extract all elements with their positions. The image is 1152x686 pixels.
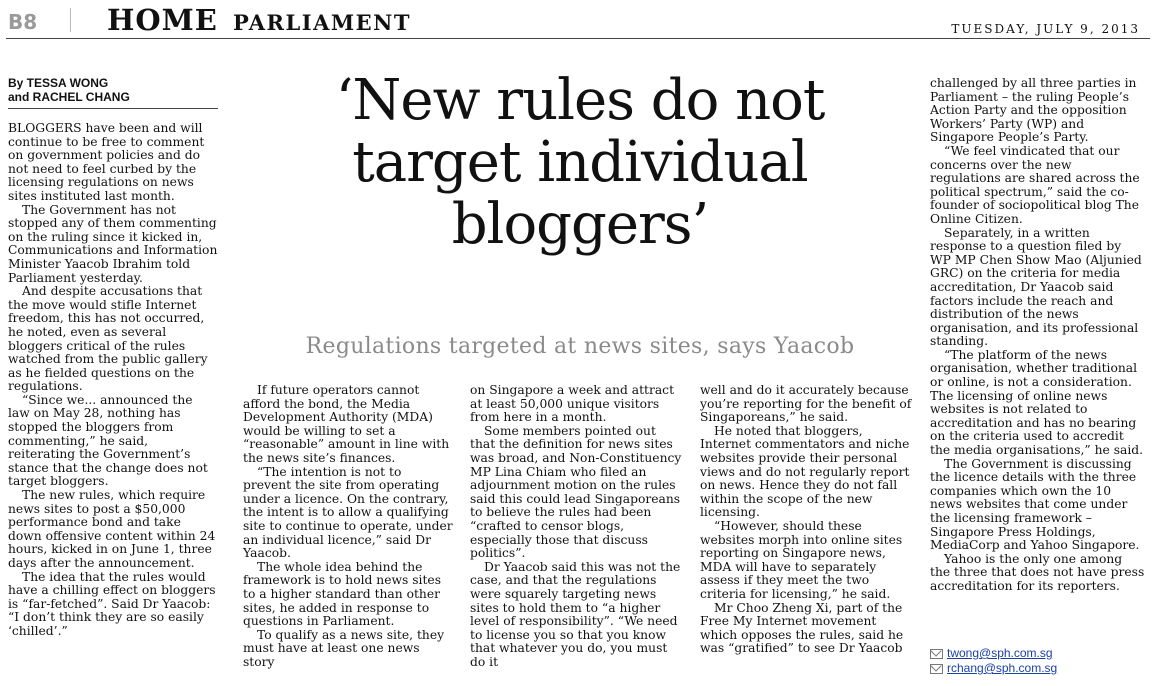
article-paragraph: “The intention is not to prevent the site from operating under a licence. On the contrary, the intent is to allow a qualifying site to continue to operate, under an individual licence,” said Dr Yaacob. [243,464,453,561]
article-paragraph: Separately, in a written response to a question filed by WP MP Chen Show Mao (Aljunied GRC) on the criteria for media accreditation, Dr Yaacob said factors include the reach and distribution of the news organisation, and its professional standing. [930,225,1142,349]
article-column-5 [930,77,1145,594]
article-paragraph: Mr Choo Zheng Xi, part of the Free My Internet movement which opposes the rules, said he was “gratified” to see Dr Yaacob [700,600,904,656]
page-number: B8 [8,10,38,34]
article-paragraph: If future operators cannot afford the bond, the Media Development Authority (MDA) would be willing to set a “reasonable” amount in line with the news site’s finances. [243,383,450,465]
section-title: HOME [107,3,218,37]
headline [240,70,920,256]
mail-icon [930,664,943,674]
article-paragraph: on Singapore a week and attract at least 50,000 unique visitors from here in a month. [470,383,675,425]
email-row [930,646,1150,661]
byline-author-1: By TESSA WONG [8,76,109,90]
article-paragraph: The whole idea behind the framework is to hold news sites to a higher standard than other sites, he added in response to questions in Parliament. [243,559,442,629]
article-paragraph: He noted that bloggers, Internet commentators and niche websites provide their personal views and do not regularly report on news. Hence they do not fall within the scope of the new licensing. [700,423,910,520]
author-emails [930,646,1150,676]
mail-icon [930,649,943,659]
article-paragraph: The new rules, which require news sites to post a $50,000 performance bond and take down offensive content within 24 hours, kicked in on June 1, three days after the announcement. [8,488,216,570]
article-paragraph: And despite accusations that the move would stifle Internet freedom, this has not occurred, he noted, even as several bloggers critical of the rules watched from the public gallery as he fielded questions on the regulations. [8,284,208,394]
headline-line-3: bloggers’ [451,192,709,257]
email-row [930,661,1150,676]
article-paragraph: “Since we... announced the law on May 28, nothing has stopped the bloggers from commenting,” he said, reiterating the Government’s stance that the change does not target bloggers. [8,392,208,489]
article-paragraph: well and do it accurately because you’re reporting for the benefit of Singaporeans,” he said. [700,383,912,425]
byline-rule [8,108,218,109]
header-rule [6,38,1150,39]
article-paragraph: “We feel vindicated that our concerns over the new regulations are shared across the political spectrum,” said the co-founder of sociopolitical blog The Online Citizen. [930,143,1140,226]
article-paragraph: challenged by all three parties in Parliament – the ruling People’s Action Party and the opposition Workers’ Party (WP) and Singapore People’s Party. [930,76,1137,145]
page-header [0,0,1152,36]
headline-line-1: ‘New rules do not [335,68,825,133]
article-paragraph: To qualify as a news site, they must have at least one news story [243,627,445,669]
article-paragraph: The Government has not stopped any of them commenting on the ruling since it kicked in, Communications and Information Minister Yaacob Ibrahim told Parliament yesterday. [8,202,218,285]
article-paragraph: Some members pointed out that the definition for news sites was broad, and Non-Constituency MP Lina Chiam who filed an adjournment motion on the rules said this could lead Singaporeans to believe the rules had been “crafted to censor blogs, especially those that discuss politics”. [470,423,682,561]
publication-date: TUESDAY, JULY 9, 2013 [951,22,1140,36]
byline [8,76,218,104]
email-link-twong[interactable]: twong@sph.com.sg [947,646,1053,660]
article-column-4 [700,384,912,656]
article-paragraph: The Government is discussing the licence details with the three companies which own the 10 news websites that come under the licensing framework – Singapore Press Holdings, MediaCorp and Yahoo Singapore. [930,456,1140,553]
article-paragraph: “The platform of the news organisation, whether traditional or online, is not a consideration. The licensing of online news websites is not related to accreditation and has no bearing on the criteria used to accredit the media organisations,” he said. [930,347,1144,458]
subheadline: Regulations targeted at news sites, says Yaacob [305,334,855,359]
byline-author-2: and RACHEL CHANG [8,90,130,104]
article-paragraph: Dr Yaacob said this was not the case, and that the regulations were squarely targeting news sites to hold them to “a higher level of responsibility”. “We need to license you so that you know that whatever you do, you must do it [470,559,681,669]
header-divider [70,8,71,32]
article-paragraph: Yahoo is the only one among the three that does not have press accreditation for its reporters. [930,551,1145,593]
article-paragraph: BLOGGERS have been and will continue to be free to comment on government policies and do not need to feel curbed by the licensing regulations on news sites instituted last month. [8,121,205,203]
article-column-3 [470,384,682,669]
email-link-rchang[interactable]: rchang@sph.com.sg [947,661,1058,675]
headline-line-2: target individual [352,130,808,195]
article-column-1 [8,122,218,639]
article-paragraph: “However, should these websites morph into online sites reporting on Singapore news, MDA will have to separately assess if they meet the two criteria for licensing,” he said. [700,518,903,601]
article-paragraph: The idea that the rules would have a chilling effect on bloggers is “far-fetched”. Said Dr Yaacob: “I don’t think they are so easily ‘chilled’.” [8,569,216,638]
article-column-2 [243,384,453,669]
subsection-title: PARLIAMENT [233,10,411,35]
